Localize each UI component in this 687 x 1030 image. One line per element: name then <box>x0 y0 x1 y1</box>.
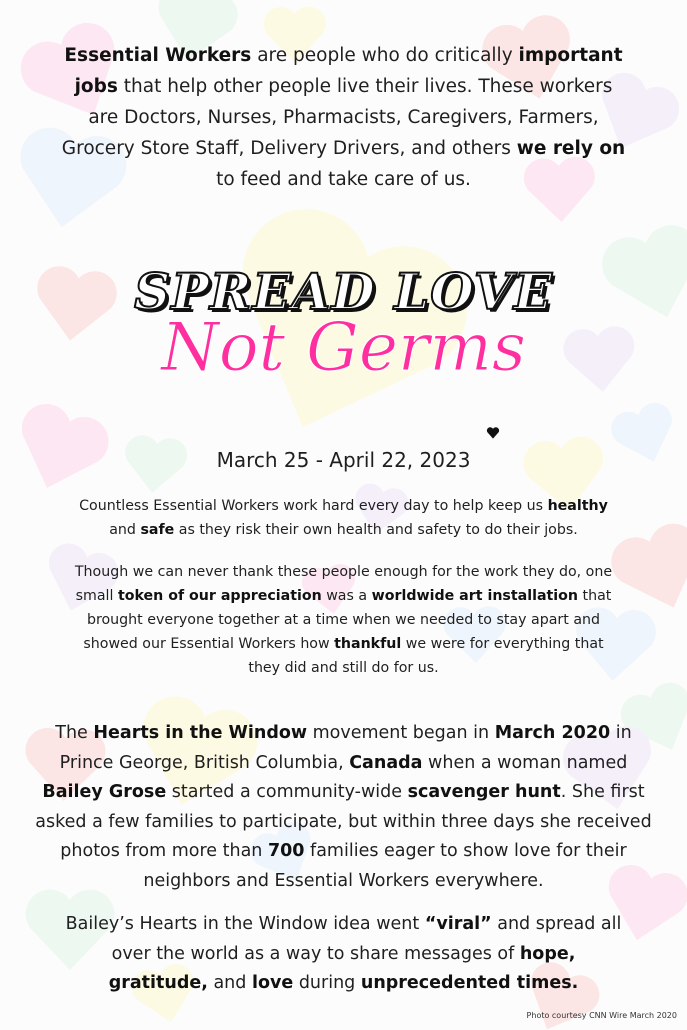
intro-text-run: are people who do critically <box>251 45 519 66</box>
para4-text-run: “viral” <box>424 914 492 934</box>
para2-text-run: token of our appreciation <box>117 588 322 604</box>
para3-text-run: March 2020 <box>494 723 611 743</box>
para3-text-run: when a woman named <box>422 752 628 773</box>
para3-text-run: Canada <box>349 752 423 773</box>
para1-text-run: as they risk their own health and safety to do their jobs. <box>174 522 578 538</box>
para4-text-run: unprecedented times. <box>360 973 579 993</box>
para2-text-run: that brought everyone together at a time when we needed to stay apart and showed our Essential Workers how <box>83 588 612 652</box>
title <box>0 262 687 386</box>
para3-text-run: Hearts in the Window <box>93 723 308 743</box>
heart-icon <box>486 426 500 440</box>
intro-text-run: that help other people live their lives. These workers are Doctors, Nurses, Pharmacists, Caregivers, Farmers, Grocery Store Staff, Delivery Drivers, and others <box>61 76 613 159</box>
para1-text-run: Countless Essential Workers work hard every day to help keep us <box>79 498 548 514</box>
paragraph-appreciation <box>0 560 687 680</box>
event-dates: March 25 - April 22, 2023 <box>216 448 471 472</box>
para2-text-run: thankful <box>334 636 402 652</box>
paragraph-movement-history <box>0 719 687 896</box>
para3-text-run: The <box>55 723 94 743</box>
para3-text-run: 700 <box>267 841 305 861</box>
intro-text-run: Essential Workers <box>64 45 252 66</box>
paragraph-viral <box>0 910 687 999</box>
para1-text-run: safe <box>140 522 175 538</box>
para3-text-run: Bailey Grose <box>42 782 167 802</box>
para2-text-run: Though we can never thank these people enough for the work they do, one small <box>74 564 613 604</box>
photo-credit: Photo courtesy CNN Wire March 2020 <box>526 1011 677 1020</box>
title-not-germs: Not Germs <box>161 309 526 386</box>
para3-text-run: families eager to show love for their neighbors and Essential Workers everywhere. <box>143 841 627 891</box>
intro-text-run: to feed and take care of us. <box>216 169 471 190</box>
para4-text-run: Bailey’s Hearts in the Window idea went <box>65 914 425 934</box>
para4-text-run: hope, gratitude, <box>108 943 576 993</box>
intro-text-run: important jobs <box>74 45 623 97</box>
intro-paragraph <box>0 40 687 195</box>
title-spread-love: SPREAD LOVE <box>134 262 553 321</box>
para4-text-run: and <box>207 973 252 993</box>
para3-text-run: scavenger hunt <box>407 782 561 802</box>
para3-text-run: started a community-wide <box>166 782 408 802</box>
para2-text-run: we were for everything that they did and still do for us. <box>248 636 604 676</box>
para2-text-run: worldwide art installation <box>371 588 579 604</box>
paragraph-health-safety <box>0 494 687 542</box>
para3-text-run: in Prince George, British Columbia, <box>59 723 632 773</box>
intro-text-run: we rely on <box>516 138 626 159</box>
para1-text-run: healthy <box>547 498 608 514</box>
para4-text-run: love <box>251 973 294 993</box>
para3-text-run: . She first asked a few families to participate, but within three days she received photos from more than <box>35 782 652 861</box>
para2-text-run: was a <box>321 588 372 604</box>
para4-text-run: during <box>293 973 361 993</box>
para3-text-run: movement began in <box>307 723 495 743</box>
para1-text-run: and <box>109 522 141 538</box>
para4-text-run: and spread all over the world as a way to share messages of <box>111 914 622 964</box>
